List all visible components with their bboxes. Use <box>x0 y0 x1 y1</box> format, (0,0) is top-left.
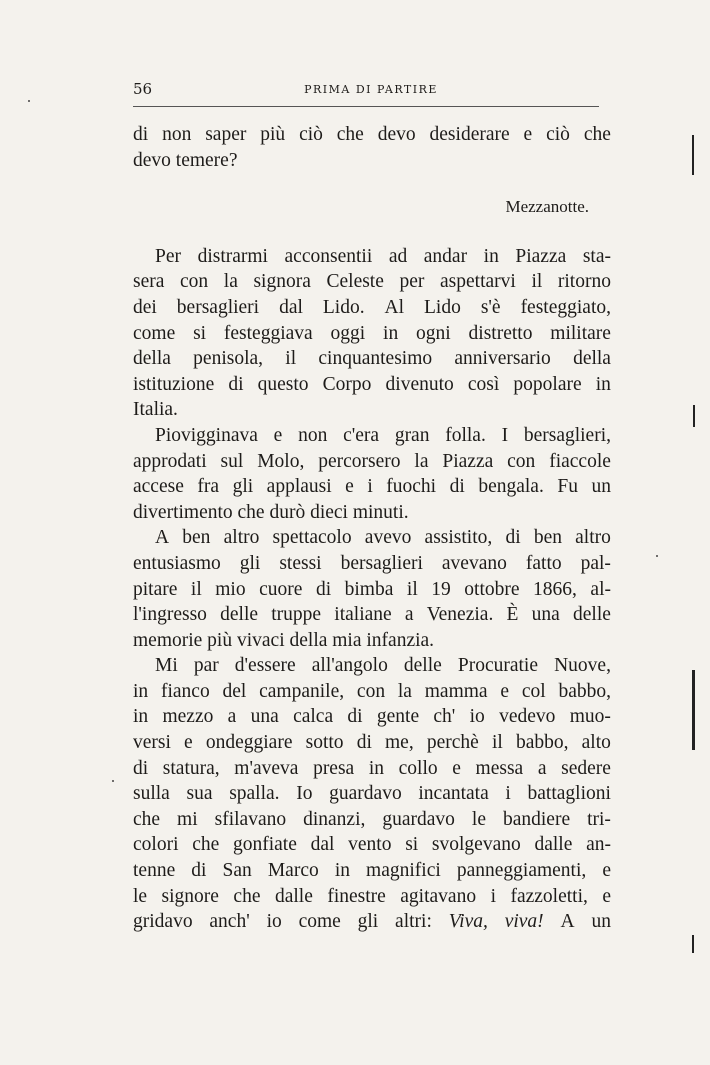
word: gonfiate <box>232 834 297 856</box>
word: divenuto <box>385 373 454 395</box>
spacer <box>133 173 611 194</box>
word: delle <box>220 604 259 626</box>
word: presa <box>313 757 355 779</box>
word: in <box>483 245 499 267</box>
word: devo <box>377 124 416 145</box>
word: vedevo <box>499 706 556 728</box>
word: tenne <box>133 860 176 882</box>
word: sua <box>186 783 213 805</box>
word: battaglioni <box>527 783 611 805</box>
word: una <box>531 604 560 626</box>
word: che <box>133 808 161 830</box>
page-header <box>133 80 609 102</box>
word: questo <box>257 373 309 395</box>
word: Piazza <box>515 245 567 267</box>
word: svolgevano <box>431 834 521 856</box>
word: e <box>273 424 283 446</box>
word: dal <box>310 834 335 856</box>
text-line: Italia. <box>133 399 178 421</box>
word: col <box>521 680 546 702</box>
word: applausi <box>266 476 332 498</box>
word: Fu <box>557 476 578 498</box>
word: in <box>595 373 611 395</box>
word: il <box>190 578 202 600</box>
page-number: 56 <box>133 80 153 98</box>
word: 19 <box>431 578 451 600</box>
word: sfilavano <box>214 808 287 830</box>
word: gli <box>357 911 379 933</box>
word: altri: <box>395 911 432 933</box>
word: fatto <box>525 552 562 574</box>
word: sotto <box>305 732 344 754</box>
word: stessi <box>279 552 322 574</box>
word: si <box>193 322 207 344</box>
text-line <box>133 372 611 398</box>
word: in <box>334 860 350 882</box>
word: an- <box>586 834 611 856</box>
word: colori <box>133 834 179 856</box>
word: magnifici <box>366 860 441 882</box>
word: agitavano <box>400 885 477 907</box>
word: e <box>523 124 533 145</box>
word: alto <box>581 732 611 754</box>
word: Corpo <box>322 373 372 395</box>
word: babbo, <box>515 732 569 754</box>
word: avevo <box>364 527 412 549</box>
text-line <box>133 653 611 679</box>
word: dal <box>279 296 303 318</box>
word: perchè <box>426 732 479 754</box>
word: a <box>404 604 414 626</box>
word: par <box>193 655 219 677</box>
word: ciò <box>546 124 570 145</box>
word: A <box>155 527 170 549</box>
text-line: devo temere? <box>133 149 238 171</box>
word: così <box>467 373 500 395</box>
text-line <box>133 244 611 270</box>
word: Viva, <box>448 911 488 933</box>
word: si <box>405 834 419 856</box>
text-line <box>133 704 611 730</box>
word: bandiere <box>502 808 571 830</box>
text-line <box>133 832 611 858</box>
word: che <box>583 124 611 145</box>
word: incantata <box>418 783 489 805</box>
word: a <box>537 757 547 779</box>
word: che <box>336 124 364 145</box>
word: ch' <box>433 706 456 728</box>
word: ogni <box>416 322 451 344</box>
word: una <box>250 706 279 728</box>
word: di <box>315 578 332 600</box>
text-line <box>133 909 611 935</box>
paragraph <box>133 122 611 173</box>
word: ritorno <box>557 271 611 293</box>
scan-speck <box>656 555 658 557</box>
text-line <box>133 449 611 475</box>
word: più <box>260 124 286 145</box>
word: San <box>222 860 252 882</box>
word: non <box>162 124 192 145</box>
word: in <box>368 757 385 779</box>
word: Procuratie <box>457 655 539 677</box>
word: distrarmi <box>197 245 268 267</box>
word: fianco <box>160 680 210 702</box>
word: gli <box>239 552 261 574</box>
word: babbo, <box>558 680 611 702</box>
spacer <box>133 220 611 244</box>
page-body <box>133 122 611 935</box>
word: finestre <box>327 885 386 907</box>
word: c'era <box>343 424 380 446</box>
text-line <box>133 423 611 449</box>
word: anch' <box>209 911 250 933</box>
word: con <box>356 680 386 702</box>
word: istituzione <box>133 373 215 395</box>
text-line: memorie più vivaci della mia infanzia. <box>133 629 435 651</box>
word: A <box>560 911 575 933</box>
word: la <box>414 450 429 472</box>
word: cinquantesimo <box>318 348 433 370</box>
word: che <box>192 834 220 856</box>
word: aspettarvi <box>440 271 516 293</box>
word: mamma <box>424 680 488 702</box>
word: calca <box>293 706 334 728</box>
word: non <box>298 424 328 446</box>
word: la <box>223 271 238 293</box>
word: fiaccole <box>549 450 611 472</box>
word: altro <box>575 527 611 549</box>
paragraph <box>133 525 611 653</box>
text-line <box>133 577 611 603</box>
word: mi <box>177 808 198 830</box>
word: truppe <box>271 604 322 626</box>
word: della <box>133 348 171 370</box>
word: fuochi <box>386 476 437 498</box>
word: approdati <box>133 450 207 472</box>
word: Molo, <box>257 450 305 472</box>
word: delle <box>573 604 611 626</box>
word: le <box>133 885 148 907</box>
word: ad <box>388 245 408 267</box>
word: statura, <box>162 757 220 779</box>
word: ondeggiare <box>205 732 293 754</box>
word: guardavo <box>329 783 402 805</box>
word: muo- <box>569 706 611 728</box>
word: sta- <box>582 245 611 267</box>
word: Io <box>296 783 313 805</box>
scan-speck <box>28 100 30 102</box>
word: del <box>222 680 247 702</box>
word: i <box>505 783 511 805</box>
dateline: Mezzanotte. <box>505 197 589 217</box>
word: m'aveva <box>234 757 299 779</box>
word: Marco <box>267 860 319 882</box>
word: desiderare <box>429 124 510 145</box>
word: dalle <box>534 834 573 856</box>
word: spalla. <box>229 783 280 805</box>
word: vento <box>348 834 392 856</box>
word: gente <box>376 706 420 728</box>
word: dalle <box>274 885 313 907</box>
word: al- <box>590 578 611 600</box>
text-line <box>133 884 611 910</box>
word: bersaglieri <box>176 296 260 318</box>
word: ben <box>182 527 211 549</box>
word: delle <box>403 655 442 677</box>
scan-edge-mark <box>692 135 694 175</box>
word: di <box>228 373 244 395</box>
word: È <box>506 604 519 626</box>
text-line <box>133 679 611 705</box>
word: Lido <box>424 296 461 318</box>
word: saper <box>205 124 247 145</box>
scan-speck <box>112 780 114 782</box>
word: e <box>602 860 611 882</box>
word: Venezia. <box>426 604 494 626</box>
word: di <box>133 757 149 779</box>
word: militare <box>550 322 611 344</box>
word: gli <box>232 476 254 498</box>
text-line <box>133 295 611 321</box>
word: andar <box>423 245 468 267</box>
word: percorsero <box>318 450 401 472</box>
word: s'è <box>480 296 501 318</box>
word: i <box>490 885 496 907</box>
word: mezzo <box>162 706 214 728</box>
word: signore <box>161 885 219 907</box>
word: bersaglieri <box>340 552 423 574</box>
paragraph <box>133 244 611 423</box>
word: gridavo <box>133 911 193 933</box>
word: me, <box>385 732 414 754</box>
word: Piazza <box>442 450 494 472</box>
word: campanile, <box>259 680 345 702</box>
word: il <box>531 271 543 293</box>
word: cuore <box>259 578 303 600</box>
word: sedere <box>561 757 611 779</box>
word: in <box>133 680 149 702</box>
word: Lido. <box>322 296 365 318</box>
word: festeggiato, <box>520 296 611 318</box>
word: Piovigginava <box>155 424 258 446</box>
word: le <box>471 808 486 830</box>
word: con <box>507 450 536 472</box>
word: bengala. <box>478 476 544 498</box>
word: sulla <box>133 783 170 805</box>
text-line <box>133 525 611 551</box>
word: ben <box>533 527 562 549</box>
word: per <box>399 271 425 293</box>
word: dinanzi, <box>303 808 366 830</box>
word: l'ingresso <box>133 604 207 626</box>
word: d'essere <box>234 655 296 677</box>
text-line <box>133 551 611 577</box>
word: di <box>505 527 521 549</box>
word: all'angolo <box>311 655 388 677</box>
word: spettacolo <box>272 527 352 549</box>
word: io <box>266 911 282 933</box>
word: e <box>345 476 354 498</box>
word: il <box>406 578 418 600</box>
word: io <box>469 706 485 728</box>
word: sul <box>220 450 244 472</box>
word: bimba <box>344 578 394 600</box>
word: i <box>367 476 373 498</box>
word: 1866, <box>533 578 577 600</box>
word: oggi <box>330 322 366 344</box>
word: folla. <box>445 424 486 446</box>
word: e <box>452 757 461 779</box>
word: dei <box>133 296 157 318</box>
scan-edge-mark <box>692 670 695 750</box>
word: altro <box>223 527 260 549</box>
word: in <box>383 322 399 344</box>
word: entusiasmo <box>133 552 221 574</box>
word: avevano <box>441 552 507 574</box>
text-line <box>133 346 611 372</box>
word: accese <box>133 476 184 498</box>
word: la <box>397 680 412 702</box>
word: pal- <box>580 552 611 574</box>
word: un <box>591 911 611 933</box>
word: ottobre <box>464 578 520 600</box>
text-line <box>133 781 611 807</box>
word: Mi <box>155 655 178 677</box>
word: Nuove, <box>554 655 611 677</box>
word: che <box>233 885 261 907</box>
text-line <box>133 122 611 148</box>
paragraph <box>133 653 611 935</box>
word: gran <box>394 424 430 446</box>
scan-edge-mark <box>692 935 694 953</box>
word: il <box>491 732 503 754</box>
text-line <box>133 602 611 628</box>
word: ciò <box>299 124 323 145</box>
word: tri- <box>587 808 611 830</box>
word: il <box>285 348 297 370</box>
word: sera <box>133 271 165 293</box>
word: un <box>591 476 611 498</box>
word: guardavo <box>382 808 455 830</box>
word: Al <box>384 296 405 318</box>
text-line: divertimento che durò dieci minuti. <box>133 501 409 523</box>
word: come <box>298 911 341 933</box>
text-line <box>133 730 611 756</box>
paragraph <box>133 423 611 525</box>
word: distretto <box>468 322 533 344</box>
word: collo <box>398 757 438 779</box>
word: e <box>184 732 193 754</box>
word: acconsentii <box>284 245 373 267</box>
text-line <box>133 321 611 347</box>
word: festeggiava <box>223 322 313 344</box>
text-line <box>133 807 611 833</box>
word: della <box>573 348 611 370</box>
word: I <box>501 424 509 446</box>
word: viva! <box>504 911 544 933</box>
word: in <box>133 706 149 728</box>
word: bersaglieri, <box>523 424 611 446</box>
word: italiane <box>334 604 392 626</box>
word: e <box>500 680 510 702</box>
scan-edge-mark <box>693 405 695 427</box>
word: anniversario <box>454 348 551 370</box>
word: di <box>191 860 207 882</box>
word: signora <box>253 271 311 293</box>
text-line <box>133 858 611 884</box>
header-rule <box>133 106 599 107</box>
word: versi <box>133 732 171 754</box>
word: penisola, <box>193 348 264 370</box>
word: a <box>227 706 237 728</box>
word: fra <box>197 476 220 498</box>
word: di <box>133 124 149 145</box>
word: messa <box>475 757 524 779</box>
word: mio <box>215 578 246 600</box>
word: di <box>449 476 465 498</box>
text-line <box>133 269 611 295</box>
text-line <box>133 756 611 782</box>
word: come <box>133 322 176 344</box>
word: Per <box>155 245 181 267</box>
word: fazzoletti, <box>510 885 588 907</box>
text-line <box>133 474 611 500</box>
word: e <box>602 885 611 907</box>
word: popolare <box>513 373 582 395</box>
word: Celeste <box>326 271 384 293</box>
word: di <box>347 706 363 728</box>
word: di <box>356 732 372 754</box>
word: con <box>180 271 209 293</box>
running-title: PRIMA DI PARTIRE <box>304 83 438 96</box>
word: panneggiamenti, <box>456 860 587 882</box>
word: pitare <box>133 578 178 600</box>
word: assistito, <box>424 527 493 549</box>
